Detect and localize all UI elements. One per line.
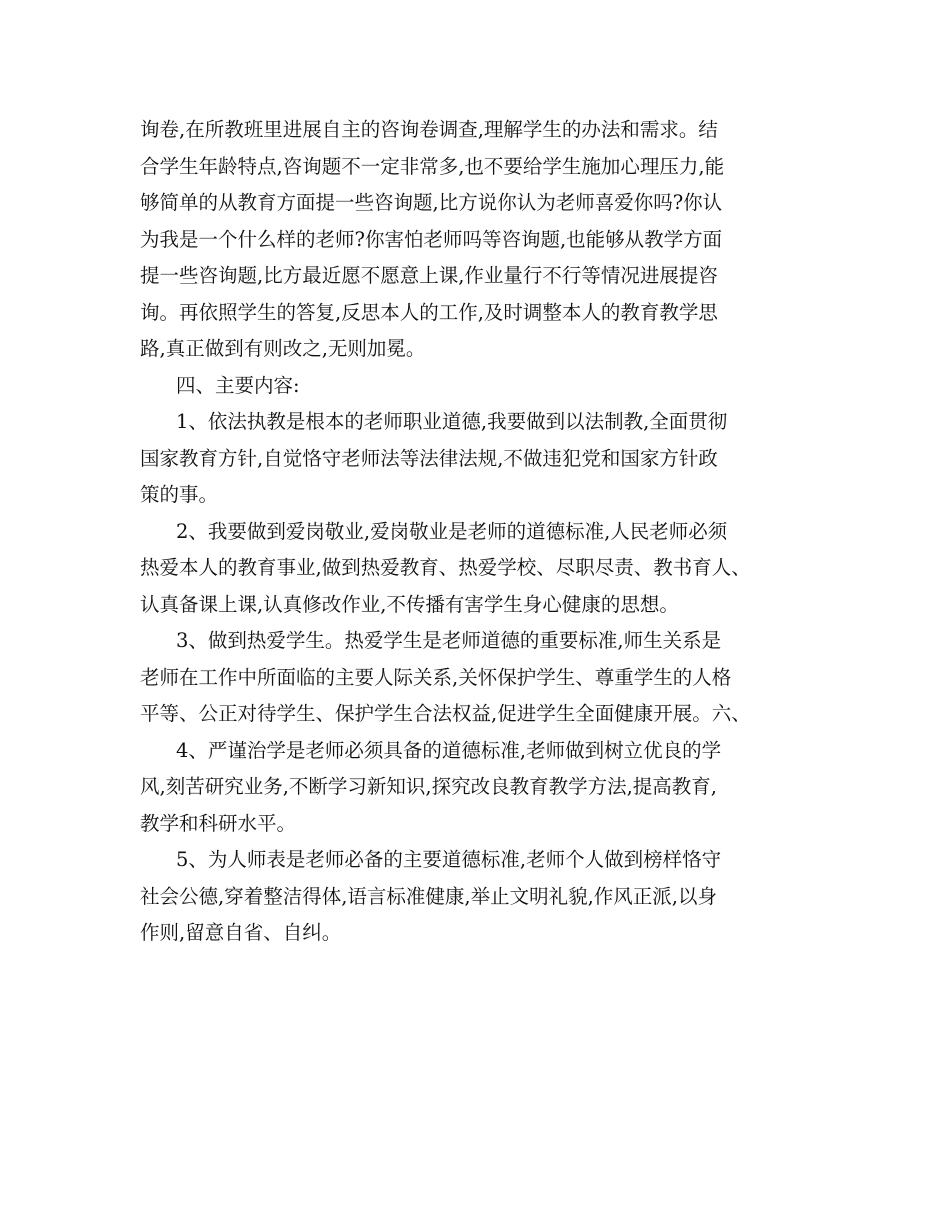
- text-line: 策的事。: [140, 483, 219, 506]
- text-line: 够简单的从教育方面提一些咨询题,比方说你认为老师喜爱你吗?你认: [140, 191, 723, 214]
- text-line: 路,真正做到有则改之,无则加冕。: [140, 337, 426, 360]
- text-line: 热爱本人的教育事业,做到热爱教育、热爱学校、尽职尽责、教书育人、: [140, 556, 751, 579]
- document-body: [140, 112, 820, 952]
- text-line: 1、依法执教是根本的老师职业道德,我要做到以法制教,全面贯彻: [176, 410, 728, 433]
- text-line: 风,刻苦研究业务,不断学习新知识,探究改良教育教学方法,提高教育,: [140, 775, 717, 798]
- text-line: 3、做到热爱学生。热爱学生是老师道德的重要标准,师生关系是: [176, 629, 722, 652]
- text-line: 合学生年龄特点,咨询题不一定非常多,也不要给学生施加心理压力,能: [140, 154, 725, 178]
- text-line: 平等、公正对待学生、保护学生合法权益,促进学生全面健康开展。六、: [140, 702, 751, 725]
- text-line: 社会公德,穿着整洁得体,语言标准健康,举止文明礼貌,作风正派,以身: [140, 884, 717, 908]
- text-line: 老师在工作中所面临的主要人际关系,关怀保护学生、尊重学生的人格: [140, 665, 732, 689]
- text-line: 4、严谨治学是老师必须具备的道德标准,老师做到树立优良的学: [176, 738, 722, 762]
- text-line: 2、我要做到爱岗敬业,爱岗敬业是老师的道德标准,人民老师必须: [176, 519, 728, 543]
- text-line: 提一些咨询题,比方最近愿不愿意上课,作业量行不行等情况进展提咨: [140, 264, 718, 287]
- text-line: 认真备课上课,认真修改作业,不传播有害学生身心健康的思想。: [140, 592, 679, 616]
- text-line: 国家教育方针,自觉恪守老师法等法律法规,不做违犯党和国家方针政: [140, 446, 718, 470]
- text-line: 询。再依照学生的答复,反思本人的工作,及时调整本人的教育教学思: [140, 300, 718, 324]
- text-line: 5、为人师表是老师必备的主要道德标准,老师个人做到榜样恪守: [176, 848, 722, 871]
- section-heading: 四、主要内容:: [176, 373, 300, 397]
- text-line: 教学和科研水平。: [140, 811, 297, 835]
- text-line: 为我是一个什么样的老师?你害怕老师吗等咨询题,也能够从教学方面: [140, 227, 723, 251]
- text-line: 作则,留意自省、自纠。: [140, 921, 342, 944]
- text-line: 询卷,在所教班里进展自主的咨询卷调查,理解学生的办法和需求。结: [140, 118, 718, 141]
